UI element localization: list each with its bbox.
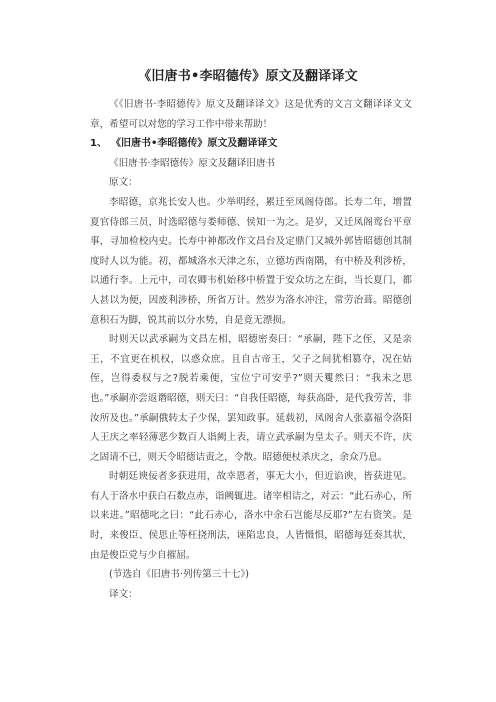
section-number: 1、 [90,138,107,150]
intro-paragraph: 《《旧唐书·李昭德传》原文及翻译译文》这是优秀的文言文翻译译文文章，希望可以对您的学习工作中带来帮助！ [90,99,412,130]
original-label: 原文： [109,177,138,189]
document-body [90,95,412,604]
page-title: 《旧唐书•李昭德传》原文及翻译译文 [138,69,358,84]
section-heading-text: 《旧唐书•李昭德传》原文及翻译译文 [111,138,278,150]
section-heading [90,134,412,154]
source-note: (节选自《旧唐书·列传第三十七》) [109,569,250,581]
subtitle: 《旧唐书·李昭德传》原文及翻译旧唐书 [109,157,276,169]
body-paragraph: 时朝廷谀佞者多获进用，故幸恩者，事无大小，但近谄谀，皆获进见。有人于洛水中获白石数点赤，诣阙辄进。诸宰相诘之，对云：“此石赤心，所以来进。”昭德叱之曰：“此石赤心，洛水中余石岂能尽反耶?”左右资笑。是时，来俊臣、侯思止等枉挠刑法，诬陷忠良，人皆慑惧，昭德每廷奏其状，由是俊臣党与少自摧屈。 [90,471,412,561]
body-paragraph: 李昭德，京兆长安人也。少举明经，累迁至凤阁侍郎。长寿二年，增置夏官侍郎三员，时选昭德与娄师德、侯知一为之。是岁，又迁凤阁鸾台平章事，寻加检校内史。长寿中神都改作文昌台及定鼎门又城外郭皆昭德创其制度时人以为能。初，都城洛水天津之东，立德坊西南隅，有中桥及利涉桥，以通行李。上元中，司农卿韦机始移中桥置于安众坊之左街，当长夏门，都人甚以为便，因废利涉桥，所省万计。然岁为洛水冲注，常劳治葺。昭德创意积石为脚，锐其前以分水势，自是竟无漂损。 [90,196,412,326]
body-paragraph: 时则天以武承嗣为文昌左相，昭德密奏曰：“承嗣，陛下之侄，又是亲王，不宜更在机权，以惑众庶。且自古帝王，父子之间犹相篡夺，况在姑侄，岂得委权与之?脱若乘便，宝位宁可安乎?”则天矍然曰：“我未之思也。”承嗣亦尝返谮昭德，则天曰：“自我任昭德，每获高卧，是代我劳苦，非汝所及也。”承嗣俄转太子少保，罢知政事。延载初，凤阁舍人张嘉福令洛阳人王庆之率轻薄恶少数百人诣阙上表，请立武承嗣为皇太子。则天不许，庆之固请不已，则天令昭德诘责之，令散。昭德便杖杀庆之，余众乃息。 [90,334,412,463]
translation-label: 译文： [109,588,138,600]
